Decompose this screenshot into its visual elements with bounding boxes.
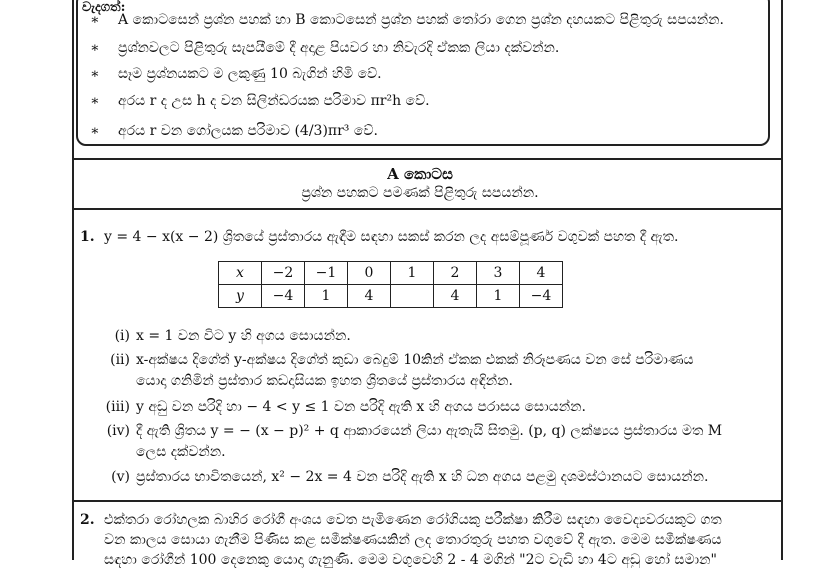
table-cell: −4 <box>520 285 563 308</box>
section-title: A කොටස <box>387 165 453 183</box>
instruction-item: ∗ ප්‍රශ්නවලට පිළිතුරු සැපයීමේ දී අදාළ පියවර හා නිවැරදි ඒකක ලියා දක්වන්න. <box>90 40 560 56</box>
question-text-line: එක්තරා රෝහලක බාහිර රෝගී අංශය වෙත පැමිණෙන රෝගියකු පරීක්ෂා කිරීම සඳහා වෛද්‍යවරයකුට ගත <box>104 512 722 528</box>
question-number: 1. <box>80 229 95 245</box>
table-row-x <box>219 262 563 285</box>
section-divider-top <box>72 158 783 160</box>
instructions-heading: වැදගත්: <box>82 0 126 15</box>
table-cell: 0 <box>348 262 391 285</box>
table-cell: 2 <box>434 262 477 285</box>
table-cell: −4 <box>262 285 305 308</box>
table-cell: 4 <box>434 285 477 308</box>
section-divider-bottom <box>72 208 783 210</box>
table-header-x: x <box>219 262 262 285</box>
question-number: 2. <box>80 512 95 528</box>
asterisk-icon: ∗ <box>90 123 100 139</box>
instruction-item: ∗ A කොටසෙන් ප්‍රශ්න පහක් හා B කොටසෙන් ප්‍රශ්න පහක් තෝරා ගෙන ප්‍රශ්න දහයකට පිළිතුරු සපයන්න. <box>90 12 724 28</box>
sub-question: යොදා ගනිමින් ප්‍රස්තාර කඩදාසියක ඉහත ශ්‍රිතයේ ප්‍රස්තාරය අඳින්න. <box>136 373 513 389</box>
sub-question: (iii) y අඩු වන පරිදි හා − 4 < y ≤ 1 වන පරිදි ඇති x හි අගය පරාසය සොයන්න. <box>105 399 586 415</box>
asterisk-icon: ∗ <box>90 93 100 109</box>
table-header-y: y <box>219 285 262 308</box>
sub-question: (iv) දී ඇති ශ්‍රිතය y = − (x − p)² + q ආකාරයෙන් ලියා ඇතැයි සිතමු. (p, q) ලක්ෂ්‍යය ප්‍රස්තාරය මත M <box>106 423 723 439</box>
section-subtitle: ප්‍රශ්න පහකට පමණක් පිළිතුරු සපයන්න. <box>301 185 539 201</box>
table-cell: 1 <box>391 262 434 285</box>
table-cell: 1 <box>477 285 520 308</box>
sub-question: (i) x = 1 වන විට y හි අගය සොයන්න. <box>114 328 351 344</box>
instruction-item: ∗ සෑම ප්‍රශ්නයකට ම ලකුණු 10 බැගින් හිමි වේ. <box>90 66 382 82</box>
sub-question: (ii) x-අක්ෂය දිගේත් y-අක්ෂය දිගේත් කුඩා බෙදුම් 10කින් ඒකක එකක් නිරූපණය වන සේ පරිමාණය <box>110 352 694 368</box>
page-frame-left <box>72 0 74 560</box>
value-table <box>218 261 563 308</box>
sub-question: ලෙස දක්වන්න. <box>136 444 226 460</box>
instruction-item: ∗ අරය r ද උස h ද වන සිලින්ඩරයක පරිමාව πr²h වේ. <box>90 93 430 109</box>
page-frame-right <box>781 0 783 560</box>
asterisk-icon: ∗ <box>90 40 100 56</box>
table-cell: 4 <box>520 262 563 285</box>
sub-question: (v) ප්‍රස්තාරය භාවිතයෙන්, x² − 2x = 4 වන පරිදි ඇති x හි ධන අගය පළමු දශමස්ථානයට සොයන්න. <box>111 469 709 485</box>
table-cell: 3 <box>477 262 520 285</box>
instruction-item: ∗ අරය r වන ගෝලයක පරිමාව (4/3)πr³ වේ. <box>90 123 378 139</box>
question-divider <box>72 500 783 502</box>
question-text-line: වන කාලය සොයා ගැනීම පිණිස කළ සමීක්ෂණයකින් ලද තොරතුරු පහත වගුවේ දී ඇත. මෙම සමීක්ෂණය <box>104 532 722 548</box>
table-cell: −1 <box>305 262 348 285</box>
table-cell-blank <box>391 285 434 308</box>
asterisk-icon: ∗ <box>90 12 100 28</box>
table-cell: 1 <box>305 285 348 308</box>
table-row-y <box>219 285 563 308</box>
question-text-line: සඳහා රෝගීන් 100 දෙනෙකු යොදා ගැනුණි. මෙම වගුවෙහි 2 - 4 මගින් "2ට වැඩි හා 4ට අඩු හෝ සමාන" <box>104 552 717 568</box>
question-text: y = 4 − x(x − 2) ශ්‍රිතයේ ප්‍රස්තාරය ඇඳීම සඳහා සකස් කරන ලද අසම්පූර්ණ වගුවක් පහත දී ඇත. <box>104 229 679 245</box>
asterisk-icon: ∗ <box>90 66 100 82</box>
table-cell: 4 <box>348 285 391 308</box>
table-cell: −2 <box>262 262 305 285</box>
